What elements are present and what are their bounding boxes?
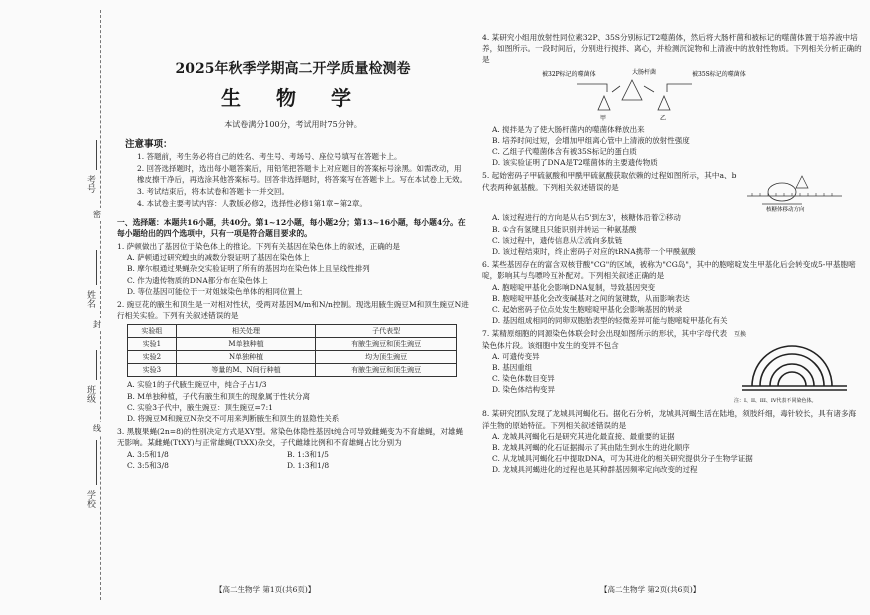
option: C. 乙组子代噬菌体含有被35S标记的蛋白质 [492, 147, 637, 157]
option: C. 染色体数目变异 [492, 374, 555, 384]
notice-heading: 注意事项： [125, 139, 173, 150]
option: C. 从龙城具河蝎化石中提取DNA，可为其进化的相关研究提供分子生物学证据 [492, 454, 753, 464]
table-cell: M单独种植 [176, 338, 315, 351]
exam-meta: 本试卷满分100分，考试用时75分钟。 [224, 120, 362, 129]
exam-number-label: 考号 [85, 175, 95, 193]
fig-label: 甲 [600, 114, 607, 122]
codon-ticks [752, 193, 832, 196]
chromosome-loop [770, 364, 814, 386]
table-header: 实验组 [128, 325, 177, 338]
fig-label: 互换 [734, 331, 747, 339]
footer-right: 【高二生物学 第2页(共6页)】 [600, 585, 701, 594]
trna-shape [796, 176, 808, 188]
seal-xian: 线 [93, 424, 101, 433]
phage-experiment-figure [482, 66, 862, 124]
option: C. 实验3子代中，腋生豌豆：顶生豌豆=7:1 [127, 402, 273, 412]
table-cell: 有腋生豌豆和顶生豌豆 [316, 338, 457, 351]
question-7 [482, 326, 862, 406]
table-cell: 实验1 [128, 338, 177, 351]
option: B. 基因重组 [492, 363, 533, 373]
flask-b [658, 96, 670, 110]
table-cell: 实验3 [128, 364, 177, 377]
option: A. 实验1的子代腋生豌豆中，纯合子占1/3 [127, 380, 267, 390]
page-1 [117, 28, 469, 471]
page-2 [482, 30, 862, 476]
footer-left: 【高二生物学 第1页(共6页)】 [215, 585, 316, 594]
table-header: 相关处理 [176, 325, 315, 338]
option: D. 染色体结构变异 [492, 385, 556, 395]
ribosome-shape [768, 183, 796, 201]
table-cell: 有腋生豌豆和顶生豌豆 [316, 364, 457, 377]
option: D. 等位基因可能位于一对姐妹染色单体的相同位置上 [127, 286, 303, 296]
option: D. 龙城具河蝎进化的过程也是其种群基因频率定向改变的过程 [492, 465, 698, 475]
question-stem: 5. 起始密码子甲硫氨酸和甲酰甲硫氨酸获取依赖的过程如图所示，其中a、b代表两种氨基酸。下列相关叙述错误的是 [482, 171, 737, 192]
chromosome-loop [760, 354, 824, 386]
flask-a [598, 96, 610, 110]
option: D. 该过程结束时，终止密码子对应的tRNA携带一个甲酰氨酸 [492, 247, 696, 257]
exam-title: 2025年秋季学期高二开学质量检测卷 [175, 61, 411, 77]
option: A. 该过程进行的方向是从右5'到左3'，核糖体沿着②移动 [492, 213, 681, 223]
question-3 [117, 426, 469, 471]
question-4 [482, 32, 862, 168]
question-stem: 2. 豌豆花的腋生和顶生是一对相对性状，受两对基因M/m和N/n控制。现选用腋生豌豆M和顶生豌豆N进行相关实验。下列有关叙述错误的是 [117, 300, 469, 321]
option: A. 搅拌是为了使大肠杆菌内的噬菌体释放出来 [492, 124, 645, 134]
question-stem: 1. 萨顿做出了基因位于染色体上的推论。下列有关基因在染色体上的叙述，正确的是 [117, 242, 401, 251]
seal-mi: 密 [93, 210, 101, 219]
subject-title: 生 物 学 [221, 86, 365, 110]
option: A. 龙城具河蝎化石是研究其进化最直接、最重要的证据 [492, 431, 675, 441]
q7-body [482, 326, 862, 406]
class-label: 班级 [85, 385, 95, 403]
question-stem: 3. 黑腹果蝇(2n=8)的性别决定方式是XY型。常染色体隐性基因t纯合可导致雌蝇变为不育雄蝇，对雄蝇无影响。某雌蝇(TtXY)与正常雄蝇(TtXX)杂交，子代雌雄比例和不育雄蝇占比分别为 [117, 427, 464, 448]
table-cell: 均为顶生豌豆 [316, 351, 457, 364]
table-row [128, 338, 457, 351]
experiment-table [127, 324, 457, 377]
notice-item: 3. 考试结束后，将本试卷和答题卡一并交回。 [137, 187, 290, 196]
fig-label: 乙 [660, 114, 667, 122]
binding-margin [0, 0, 110, 615]
option: B. M单独种植，子代有腋生和顶生的现象属于性状分离 [127, 391, 310, 401]
option: D. 该实验证明了DNA是T2噬菌体的主要遗传物质 [492, 158, 658, 168]
seal-feng: 封 [93, 320, 101, 329]
question-8 [482, 408, 862, 475]
question-1 [117, 241, 469, 297]
question-6 [482, 259, 862, 326]
notice [117, 136, 469, 209]
arrow [577, 84, 607, 92]
question-stem: 6. 某些基因存在的富含双核苷酸"CG"的区域，被称为"CG岛"，其中的胞嘧啶发生甲基化后会转变成5-甲基胞嘧啶，影响其与鸟嘌呤互补配对。下列相关叙述正确的是 [482, 260, 856, 281]
option: D. 将豌豆M和豌豆N杂交不可用来判断腋生和顶生的显隐性关系 [127, 414, 340, 424]
table-row [128, 351, 457, 364]
table-cell: 实验2 [128, 351, 177, 364]
fig-label: 大肠杆菌 [632, 68, 657, 76]
question-stem: 4. 某研究小组用放射性同位素32P、35S分别标记T2噬菌体，然后将大肠杆菌和被标记的噬菌体置于培养液中培养，如图所示。一段时间后，分别进行搅拌、离心，并检测沉淀物和上清液中的放射性物质。下列相关分析正确的是 [482, 33, 862, 65]
table-header: 子代表型 [316, 325, 457, 338]
name-label: 姓名 [85, 290, 95, 308]
option: B. 龙城具河蝎的化石证据揭示了其由陆生到水生的进化顺序 [492, 443, 690, 453]
option: D. 1:3和1/8 [287, 460, 330, 470]
table-cell: N单独种植 [176, 351, 315, 364]
option: A. 3:5和1/8 [127, 449, 169, 459]
option: A. 可遗传变异 [492, 351, 540, 361]
option: B. ①含有氢键且只能识别并转运一种氨基酸 [492, 224, 637, 234]
chromosome-loop [778, 372, 806, 386]
arrow [667, 84, 692, 92]
chromosome-loop [752, 346, 832, 386]
option: B. 培养时间过短，会增加甲组离心管中上清液的放射性强度 [492, 135, 690, 145]
fill-line [96, 440, 97, 485]
option: A. 胞嘧啶甲基化会影响DNA复制，导致基因突变 [492, 282, 656, 292]
table-cell: 等量的M、N间行种植 [176, 364, 315, 377]
option: D. 基因组成相同的同卵双胞胎表型的轻微差异可能与胞嘧啶甲基化有关 [492, 316, 728, 326]
arrow [612, 86, 654, 92]
question-stem: 8. 某研究团队发现了龙城具河蝎化石。据化石分析，龙城具河蝎生活在陆地，须肢纤细，毒针较长，具有诸多海洋生物的原始特征。下列相关叙述错误的是 [482, 409, 857, 430]
school-label: 学校 [85, 490, 95, 508]
fig-label: 核糖体移动方向 [766, 207, 805, 213]
q5-stem-row [482, 168, 862, 212]
option: B. 1:3和1/5 [287, 449, 329, 459]
option: C. 3:5和3/8 [127, 460, 169, 470]
question-stem: 7. 某精原细胞的同源染色体联会时会出现如图所示的形状，其中字母代表染色体片段。该细胞中发生的变异不包含 [482, 329, 728, 350]
notice-item: 4. 本试卷主要考试内容：人教版必修2，选择性必修1第1章~第2章。 [137, 199, 367, 208]
chromosome-synapsis-figure [732, 326, 857, 406]
fig-note: 注：I、II、III、IV代表不同染色体。 [734, 398, 817, 405]
option: C. 起始密码子位点处发生胞嘧啶甲基化会影响基因的转录 [492, 305, 683, 315]
flask-bacteria [622, 80, 642, 100]
cut-line [100, 10, 101, 600]
notice-item: 2. 回答选择题时，选出每小题答案后，用铅笔把答题卡上对应题目的答案标号涂黑。如需改动，用橡皮擦干净后，再选涂其他答案标号。回答非选择题时，将答案写在答题卡上。写在本试卷上无效。 [137, 164, 467, 184]
option: B. 胞嘧啶甲基化会改变碱基对之间的氢键数，从而影响表达 [492, 293, 690, 303]
translation-figure [742, 168, 852, 212]
notice-item: 1. 答题前，考生务必将自己的姓名、考生号、考场号、座位号填写在答题卡上。 [137, 152, 402, 161]
option: B. 摩尔根通过果蝇杂交实验证明了所有的基因均在染色体上且呈线性排列 [127, 264, 370, 274]
option: A. 萨顿通过研究蝗虫的减数分裂证明了基因在染色体上 [127, 253, 310, 263]
fig-label: 被35S标记的噬菌体 [692, 70, 746, 78]
fig-label: 被32P标记的噬菌体 [542, 70, 596, 78]
table-row [128, 364, 457, 377]
fill-line [96, 140, 97, 170]
section-heading: 一、选择题：本题共16小题，共40分。第1~12小题，每小题2分；第13~16小题，每小题4分。在每小题给出的四个选项中，只有一项是符合题目要求的。 [117, 218, 466, 238]
fill-line [96, 250, 97, 285]
option-row [127, 460, 469, 471]
q7-text [482, 326, 732, 395]
fill-line [96, 350, 97, 380]
question-5 [482, 168, 862, 257]
option: C. 作为遗传物质的DNA都分布在染色体上 [127, 275, 268, 285]
question-2 [117, 299, 469, 424]
option-row [127, 449, 469, 460]
option: C. 该过程中，遗传信息从②流向多肽链 [492, 235, 623, 245]
